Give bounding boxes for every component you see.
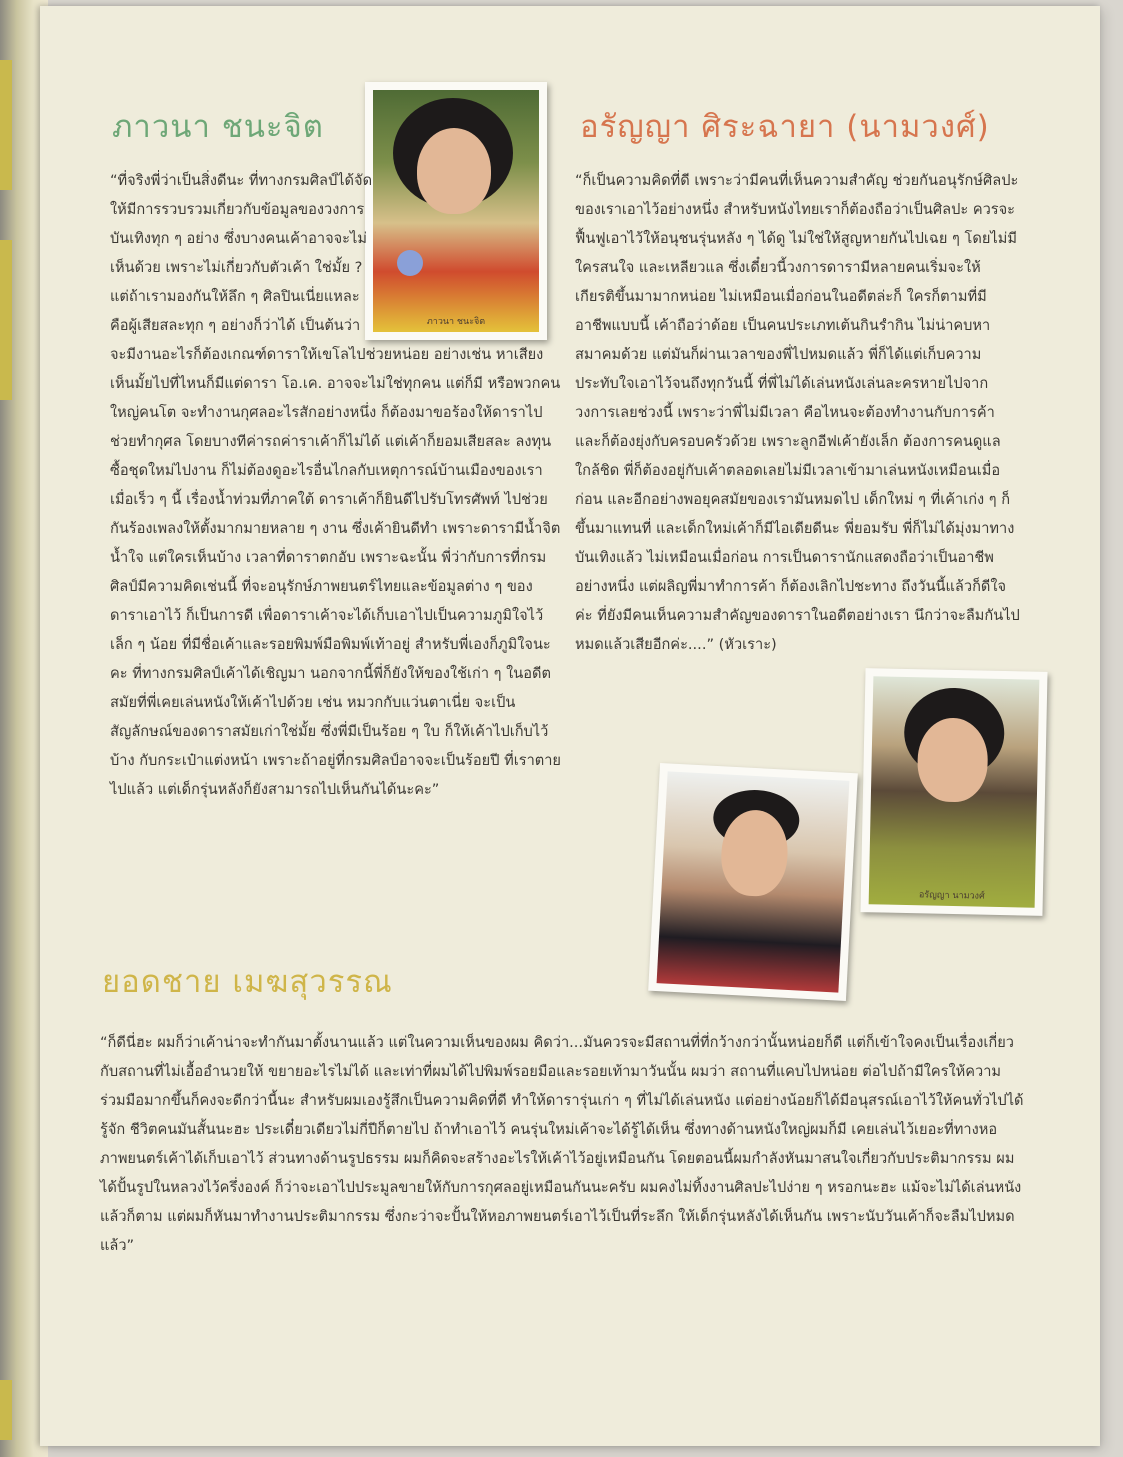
section-heading-pawana: ภาวนา ชนะจิต	[112, 109, 324, 145]
section-heading-aranya: อรัญญา ศิระฉายา (นามวงศ์)	[580, 109, 990, 145]
spine-strip	[0, 1380, 12, 1440]
spine-strip	[0, 60, 12, 190]
section-text-pawana: “ที่จริงพี่ว่าเป็นสิ่งดีนะ ที่ทางกรมศิลป์ได้จัดให้มีการรวบรวมเกี่ยวกับข้อมูลของวงการบันเทิงทุก ๆ อย่าง ซึ่งบางคนเค้าอาจจะไม่เห็นด้วย เพราะไม่เกี่ยวกับตัวเค้า ใช่มั้ย ? แต่ถ้าเรามองกันให้ลึก ๆ ศิลปินเนี่ยแหละ คือผู้เสียสละทุก ๆ อย่างก็ว่าได้ เป็นต้นว่าจะมีงานอะไรก็ต้องเกณฑ์ดาราให้เขโลไปช่วยหน่อย อย่างเช่น หาเสียง เห็นมั้ยไปที่ไหนก็มีแต่ดารา โอ.เค. อาจจะไม่ใช่ทุกคน แต่ก็มี หรือพวกคนใหญ่คนโต จะทำงานกุศลอะไรสักอย่างหนึ่ง ก็ต้องมาขอร้องให้ดาราไปช่วยทำกุศล โดยบางทีค่ารถค่าราเค้าก็ไม่ได้ แต่เค้าก็ยอมเสียสละ ลงทุนซื้อชุดใหม่ไปงาน ก็ไม่ต้องดูอะไรอื่นไกลกับเหตุการณ์บ้านเมืองของเราเมื่อเร็ว ๆ นี้ เรื่องน้ำท่วมที่ภาคใต้ ดาราเค้าก็ยินดีไปรับโทรศัพท์ ไปช่วยกันร้องเพลงให้ตั้งมากมายหลาย ๆ งาน ซึ่งเค้ายินดีทำ เพราะดารามีน้ำจิตน้ำใจ แต่ใครเห็นบ้าง เวลาที่ดาราตกอับ เพราะฉะนั้น พี่ว่ากับการที่กรมศิลป์มีความคิดเช่นนี้ ที่จะอนุรักษ์ภาพยนตร์ไทยและข้อมูลต่าง ๆ ของดาราเอาไว้ ก็เป็นการดี เพื่อดาราเค้าจะได้เก็บเอาไปเป็นความภูมิใจไว้เล็ก ๆ น้อย ที่มีชื่อเค้าและรอยพิมพ์มือพิมพ์เท้าอยู่ สำหรับพี่เองก็ภูมิใจนะคะ ที่ทางกรมศิลป์เค้าได้เชิญมา นอกจากนี้พี่ก็ยังให้ของใช้เก่า ๆ ในอดีตสมัยที่พี่เคยเล่นหนังให้เค้าไปด้วย เช่น หมวกกับแว่นตาเนี่ย จะเป็นสัญลักษณ์ของดาราสมัยเก่าใช่มั้ย ซึ่งพี่มีเป็นร้อย ๆ ใบ ก็ให้เค้าไปเก็บไว้บ้าง กับกระเป๋าแต่งหน้า เพราะถ้าอยู่ที่กรมศิลป์อาจจะเป็นร้อยปี ที่เราตายไปแล้ว แต่เด็กรุ่นหลังก็ยังสามารถไปเห็นกันได้นะคะ”	[110, 172, 561, 798]
section-heading-yodchai: ยอดชาย เมฆสุวรรณ	[102, 964, 393, 1000]
section-text-yodchai: “ก็ดีนี่ฮะ ผมก็ว่าเค้าน่าจะทำกันมาตั้งนานแล้ว แต่ในความเห็นของผม คิดว่า...มันควรจะมีสถานที่ที่กว้างกว่านั้นหน่อยก็ดี แต่ก็เข้าใจคงเป็นเรื่องเกี่ยวกับสถานที่ไม่เอื้ออำนวยให้ ขยายอะไรไม่ได้ และเท่าที่ผมได้ไปพิมพ์รอยมือและรอยเท้ามาวันนั้น ผมว่า สถานที่แคบไปหน่อย ต่อไปถ้ามีใครให้ความร่วมมือมากขึ้นก็คงจะดีกว่านี้นะ สำหรับผมเองรู้สึกเป็นความคิดที่ดี ทำให้ดารารุ่นเก่า ๆ ที่ไม่ได้เล่นหนัง แต่อย่างน้อยก็ได้มีอนุสรณ์เอาไว้ให้คนทั่วไปได้รู้จัก ชีวิตคนมันสั้นนะฮะ ประเดี๋ยวเดียวไม่กี่ปีก็ตายไป ถ้าทำเอาไว้ คนรุ่นใหม่เค้าจะได้รู้ได้เห็น ซึ่งทางด้านหนังใหญ่ผมก็มี เคยเล่นไว้เยอะที่ทางหอภาพยนตร์เค้าได้เก็บเอาไว้ ส่วนทางด้านรูปธรรม ผมก็คิดจะสร้างอะไรให้เค้าไว้อยู่เหมือนกัน โดยตอนนี้ผมกำลังหันมาสนใจเกี่ยวกับประติมากรรม ผมได้ปั้นรูปในหลวงไว้ครึ่งองค์ ก็ว่าจะเอาไปประมูลขายให้กับการกุศลอยู่เหมือนกันนะครับ ผมคงไม่ทิ้งงานศิลปะไปง่าย ๆ หรอกนะฮะ แม้จะไม่ได้เล่นหนังแล้วก็ตาม แต่ผมก็หันมาทำงานประติมากรรม ซึ่งกะว่าจะปั้นให้หอภาพยนตร์เอาไว้เป็นที่ระลึก ให้เด็กรุ่นหลังได้เห็นกัน เพราะนับวันเค้าก็จะลืมไปหมดแล้ว”	[100, 1034, 1024, 1254]
magazine-page	[40, 6, 1100, 1446]
photo-caption: ภาวนา ชนะจิต	[426, 317, 486, 327]
spine-strip	[0, 240, 12, 400]
section-text-aranya: “ก็เป็นความคิดที่ดี เพราะว่ามีคนที่เห็นความสำคัญ ช่วยกันอนุรักษ์ศิลปะของเราเอาไว้อย่างหนึ่ง สำหรับหนังไทยเราก็ต้องถือว่าเป็นศิลปะ ควรจะฟื้นฟูเอาไว้ให้อนุชนรุ่นหลัง ๆ ได้ดู ไม่ใช่ให้สูญหายกันไปเฉย ๆ โดยไม่มีใครสนใจ และเหลียวแล ซึ่งเดี๋ยวนี้วงการดารามีหลายคนเริ่มจะให้เกียรติขึ้นมามากหน่อย ไม่เหมือนเมื่อก่อนในอดีตล่ะก็ ใครก็ตามที่มีอาชีพแบบนี้ เค้าถือว่าด้อย เป็นคนประเภทเต้นกินรำกิน ไม่น่าคบหาสมาคมด้วย แต่มันก็ผ่านเวลาของพี่ไปหมดแล้ว พี่ก็ได้แต่เก็บความประทับใจเอาไว้จนถึงทุกวันนี้ ที่พี่ไม่ได้เล่นหนังเล่นละครหายไปจากวงการเลยช่วงนี้ เพราะว่าพี่ไม่มีเวลา คือไหนจะต้องทำงานกับการค้า และก็ต้องยุ่งกับครอบครัวด้วย เพราะลูกอีฟเค้ายังเล็ก ต้องการคนดูแลใกล้ชิด พี่ก็ต้องอยู่กับเค้าตลอดเลยไม่มีเวลาเข้ามาเล่นหนังเหมือนเมื่อก่อน และอีกอย่างพอยุคสมัยของเรามันหมดไป เด็กใหม่ ๆ ที่เค้าเก่ง ๆ ก็ขึ้นมาแทนที่ และเด็กใหม่เค้าก็มีไอเดียดีนะ พี่ยอมรับ พี่ก็ไม่ได้มุ่งมาทางบันเทิงแล้ว ไม่เหมือนเมื่อก่อน การเป็นดารานักแสดงถือว่าเป็นอาชีพอย่างหนึ่ง แต่ผลิญพี่มาทำการค้า ก็ต้องเลิกไปชะทาง ถึงวันนี้แล้วก็ดีใจค่ะ ที่ยังมีคนเห็นความสำคัญของดาราในอดีตอย่างเรา นึกว่าจะลืมกันไปหมดแล้วเสียอีกค่ะ....” (หัวเราะ)	[575, 172, 1020, 653]
portrait-photo-yodchai	[648, 763, 858, 1001]
photo-caption: อรัญญา นามวงศ์	[918, 890, 985, 902]
